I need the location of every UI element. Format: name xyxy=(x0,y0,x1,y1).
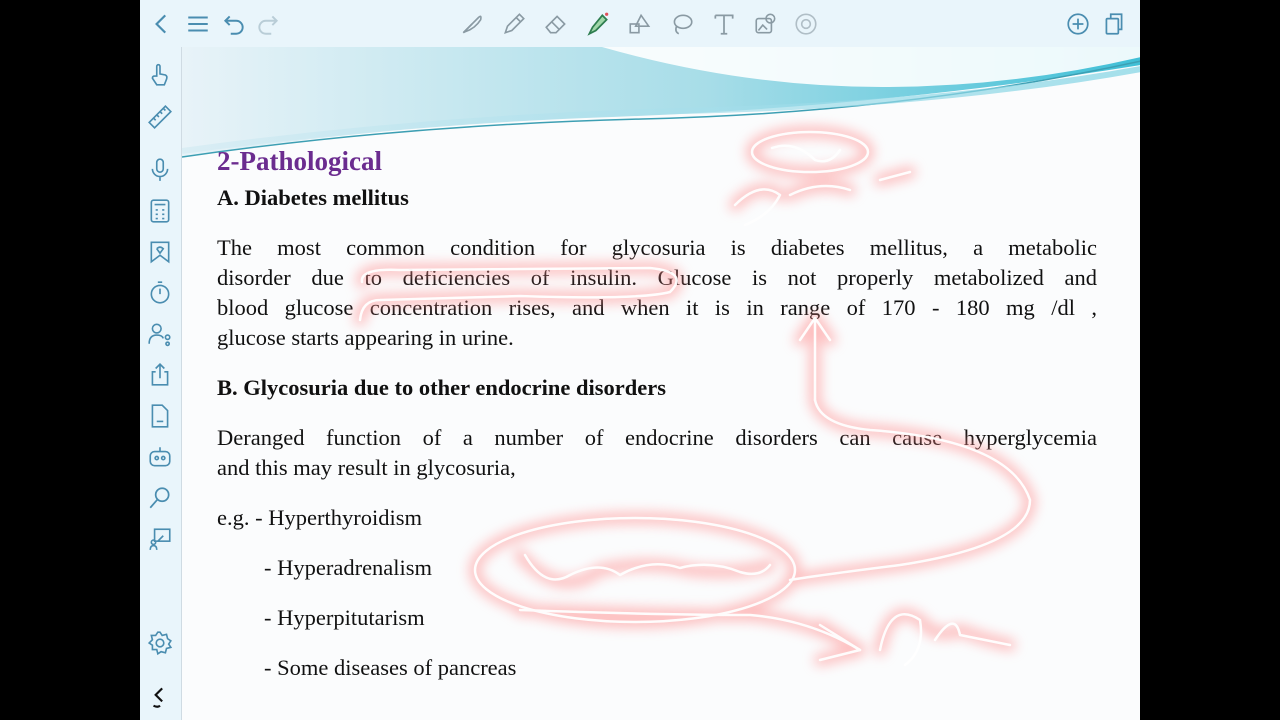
example-list xyxy=(217,503,1097,683)
share-users-icon[interactable] xyxy=(145,319,175,349)
pencil-icon[interactable] xyxy=(498,8,530,40)
calculator-icon[interactable] xyxy=(145,196,175,226)
subheading-diabetes: A. Diabetes mellitus xyxy=(217,185,409,210)
lasso-icon[interactable] xyxy=(666,8,698,40)
timer-icon[interactable] xyxy=(145,278,175,308)
top-toolbar xyxy=(140,0,1140,50)
paragraph-line: Deranged function of a number of endocrine disorders can cause hyperglycemia xyxy=(217,425,1097,450)
hand-pointer-icon[interactable] xyxy=(145,60,175,90)
export-icon[interactable] xyxy=(145,360,175,390)
menu-icon[interactable] xyxy=(182,8,214,40)
back-chevron-icon[interactable] xyxy=(146,8,178,40)
redo-icon[interactable] xyxy=(252,8,284,40)
ruler-icon[interactable] xyxy=(145,102,175,132)
list-item: - Some diseases of pancreas xyxy=(264,655,517,680)
text-tool-icon[interactable] xyxy=(708,8,740,40)
undo-icon[interactable] xyxy=(218,8,250,40)
collapse-icon[interactable] xyxy=(145,682,175,712)
paragraph-line: and this may result in glycosuria, xyxy=(217,455,516,480)
image-sticker-icon[interactable] xyxy=(750,8,782,40)
list-item: - Hyperpitutarism xyxy=(264,605,425,630)
list-item: - Hyperadrenalism xyxy=(264,555,433,580)
highlighter-icon[interactable] xyxy=(582,8,614,40)
section-title: 2-Pathological xyxy=(217,146,382,176)
paragraph-line: disorder due to deficiencies of insulin. Glucose is not properly metabolized and xyxy=(217,265,1097,290)
paragraph-line: blood glucose concentration rises, and when it is in range of 170 - 180 mg /dl , xyxy=(217,295,1097,320)
microphone-icon[interactable] xyxy=(145,155,175,185)
slide-content xyxy=(217,139,1097,683)
paragraph-diabetes xyxy=(217,233,1097,353)
list-item: e.g. - Hyperthyroidism xyxy=(217,505,422,530)
feather-pen-icon[interactable] xyxy=(456,8,488,40)
paragraph-endocrine xyxy=(217,423,1097,483)
document-page[interactable] xyxy=(181,47,1140,720)
document-icon[interactable] xyxy=(145,401,175,431)
paragraph-line: glucose starts appearing in urine. xyxy=(217,325,514,350)
notes-app xyxy=(140,0,1140,720)
page-copy-icon[interactable] xyxy=(1098,8,1130,40)
settings-icon[interactable] xyxy=(145,628,175,658)
left-sidebar xyxy=(140,50,180,720)
bookmark-icon[interactable] xyxy=(145,237,175,267)
bot-icon[interactable] xyxy=(145,442,175,472)
paragraph-line: The most common condition for glycosuria is diabetes mellitus, a metabolic xyxy=(217,235,1097,260)
add-page-icon[interactable] xyxy=(1062,8,1094,40)
eraser-icon[interactable] xyxy=(540,8,572,40)
shapes-icon[interactable] xyxy=(624,8,656,40)
search-icon[interactable] xyxy=(145,483,175,513)
presentation-icon[interactable] xyxy=(145,524,175,554)
more-tools-icon[interactable] xyxy=(790,8,822,40)
subheading-endocrine: B. Glycosuria due to other endocrine disorders xyxy=(217,375,666,400)
